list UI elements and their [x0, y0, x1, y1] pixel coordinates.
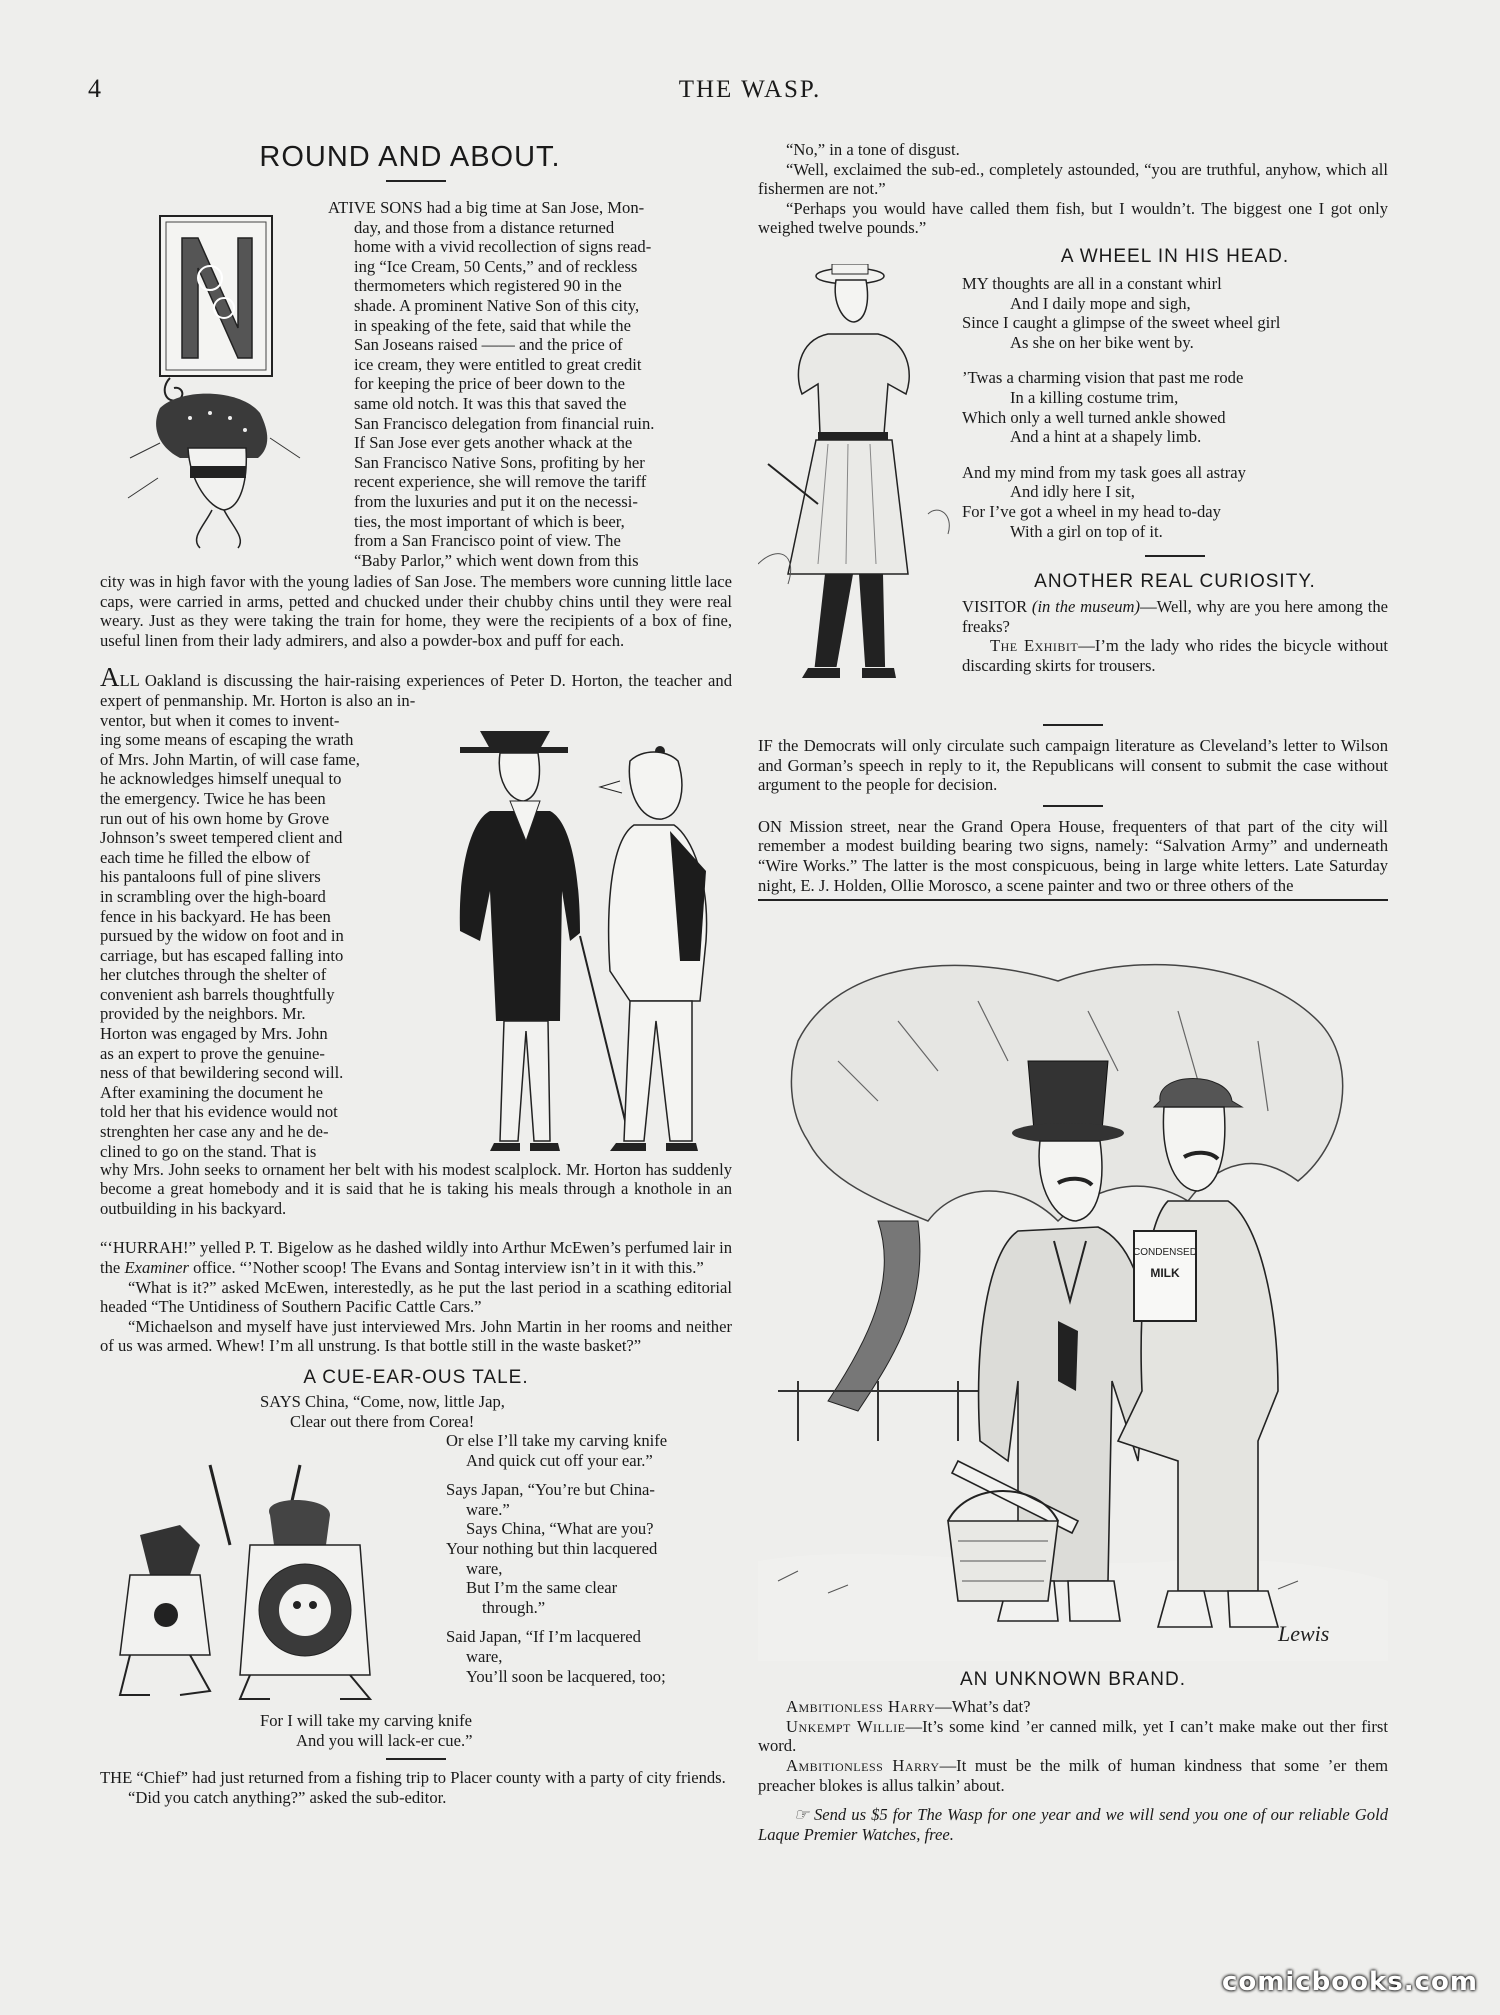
- text-line: thermometers which registered 90 in the: [354, 276, 622, 296]
- native-sons-block: [100, 198, 732, 596]
- text-line: Johnson’s sweet tempered client and: [100, 828, 343, 848]
- text-line: San Francisco delegation from financial ruin.: [354, 413, 655, 433]
- poem-line: MY thoughts are all in a constant whirl: [962, 273, 1222, 293]
- oakland-block: [100, 662, 732, 1218]
- poem-line: through.”: [482, 1597, 546, 1617]
- poem-line: Says China, “What are you?: [466, 1519, 654, 1539]
- poem-line: Clear out there from Corea!: [290, 1411, 475, 1431]
- section-title-wheel: A WHEEL IN HIS HEAD.: [1060, 245, 1290, 267]
- poem-line: SAYS China, “Come, now, little Jap,: [260, 1391, 505, 1411]
- can-label-1: CONDENSED: [1133, 1247, 1197, 1259]
- column-left: [100, 140, 732, 1807]
- hurrah-block: [100, 1238, 732, 1356]
- oakland-tail: why Mrs. John seeks to ornament her belt with his modest scalplock. Mr. Horton has suddenly become a great homebody and it is said that he is taking his meals through a knothole in an outbuilding in his backyard.: [100, 1159, 732, 1218]
- stanza-gap: [962, 352, 1388, 368]
- poem-line: Your nothing but thin lacquered: [446, 1539, 658, 1559]
- text-line: the emergency. Twice he has been: [100, 788, 326, 808]
- poem-line: And my mind from my task goes all astray: [962, 462, 1246, 482]
- chief-text-2: “Did you catch anything?” asked the sub-editor.: [128, 1787, 447, 1807]
- text-line: for keeping the price of beer down to the: [354, 374, 625, 394]
- section-title-unknown-brand: AN UNKNOWN BRAND.: [959, 1669, 1186, 1691]
- text-line: he acknowledges himself unequal to: [100, 769, 342, 789]
- poem-line: Which only a well turned ankle showed: [962, 407, 1226, 427]
- cartoon-china-japan: [100, 1455, 430, 1705]
- text-line: San Joseans raised —— and the price of: [354, 335, 623, 355]
- text-line: from the luxuries and put it on the necessi-: [354, 491, 638, 511]
- native-sons-tail: city was in high favor with the young ladies of San Jose. The members wore cunning little lace caps, were carried in arms, petted and chucked under their chubby chins until they were real weary. Just as they were taking the train for home, they were the recipients of a box of fine, useful linen from their lady admirers, and also a powder-box and puff for each.: [100, 572, 732, 650]
- text-line: “Baby Parlor,” which went down from this: [354, 550, 639, 570]
- cartoon-unknown-brand: [758, 921, 1388, 1661]
- section-title-cue-tale: A CUE-EAR-OUS TALE.: [303, 1366, 529, 1388]
- text-line: told her that his evidence would not: [100, 1102, 338, 1122]
- speaker-name: Ambitionless Harry: [786, 1755, 940, 1775]
- watermark: comicbooks.com: [1221, 1967, 1478, 1997]
- poem-line: In a killing costume trim,: [1010, 387, 1179, 407]
- text-line: recent experience, she will remove the tariff: [354, 472, 647, 492]
- text-line: convenient ash barrels thoughtfully: [100, 984, 335, 1004]
- wheel-block: [758, 244, 1388, 714]
- text-line: clined to go on the stand. That is: [100, 1141, 317, 1161]
- poem-line: ware,: [466, 1647, 503, 1667]
- masthead: THE WASP.: [678, 76, 822, 103]
- exhibit-text: —I’m the lady who rides the bicycle without discarding skirts for trousers.: [962, 636, 1388, 675]
- stanza-gap: [962, 447, 1388, 463]
- poem-line: With a girl on top of it.: [1010, 521, 1163, 541]
- poem-line: And a hint at a shapely limb.: [1010, 427, 1202, 447]
- text-line: of Mrs. John Martin, of will case fame,: [100, 749, 360, 769]
- divider: [386, 180, 446, 182]
- text-line: his pantaloons full of pine slivers: [100, 867, 321, 887]
- visitor-text: —Well, why are you here among the freaks?: [962, 597, 1388, 636]
- visitor-aside: (in the museum): [1031, 597, 1141, 617]
- drop-cap-illustration-n: [120, 208, 320, 558]
- artist-signature: Lewis: [1278, 1621, 1330, 1647]
- poem-line: Said Japan, “If I’m lacquered: [446, 1627, 641, 1647]
- poem-line: But I’m the same clear: [466, 1578, 618, 1598]
- democrats-text: IF the Democrats will only circulate such campaign literature as Cleveland’s letter to Wilson and Gorman’s speech in reply to it, the Republicans will consent to submit the case without argument to the people for decision.: [758, 735, 1388, 795]
- speaker-text: —What’s dat?: [935, 1697, 1031, 1717]
- hurrah-text-1b: office. “’Nother scoop! The Evans and Sontag interview isn’t in it with this.”: [193, 1257, 704, 1277]
- divider: [1145, 555, 1205, 557]
- fishing-line-3: “Perhaps you would have called them fish, but I wouldn’t. The biggest one I got only weighed twelve pounds.”: [758, 198, 1388, 238]
- text-line: ties, the most important of which is beer,: [354, 511, 625, 531]
- text-line: in scrambling over the high-board: [100, 886, 326, 906]
- text-line: carriage, but has escaped falling into: [100, 945, 344, 965]
- speaker-name: Unkempt Willie: [786, 1716, 906, 1736]
- column-right: [758, 140, 1388, 1844]
- section-title-curiosity: ANOTHER REAL CURIOSITY.: [1034, 571, 1316, 593]
- text-line: San Francisco Native Sons, profiting by her: [354, 452, 645, 472]
- poem-line: Says Japan, “You’re but China-: [446, 1480, 655, 1500]
- poem-line: ’Twas a charming vision that past me rode: [962, 368, 1244, 388]
- text-line: day, and those from a distance returned: [354, 217, 615, 237]
- divider: [1043, 724, 1103, 726]
- text-line: Horton was engaged by Mrs. John: [100, 1024, 328, 1044]
- poem-line: As she on her bike went by.: [1010, 332, 1194, 352]
- oakland-head: LL Oakland is discussing the hair-raising experiences of Peter D. Horton, the teacher and expert of penmanship. Mr. Horton is also an in-: [100, 671, 732, 710]
- cue-tale-block: [100, 1366, 732, 1808]
- speaker-text: —It must be the milk of human kindness that some ’er them preacher blokes is allus talkin’ about.: [758, 1755, 1388, 1795]
- text-line: home with a vivid recollection of signs read-: [354, 237, 652, 257]
- text-line: in speaking of the fete, said that while the: [354, 315, 631, 335]
- text-line: from a San Francisco point of view. The: [354, 531, 621, 551]
- drop-letter: A: [100, 662, 120, 693]
- hurrah-text-2: “What is it?” asked McEwen, interestedly, as he put the last period in a scathing editorial headed “The Untidiness of Southern Pacific Cattle Cars.”: [100, 1277, 732, 1317]
- text-line: same old notch. It was this that saved the: [354, 393, 627, 413]
- text-line: ness of that bewildering second will.: [100, 1063, 344, 1083]
- poem-line: For I’ve got a wheel in my head to-day: [962, 501, 1221, 521]
- cue-tale-right: [446, 1431, 732, 1686]
- text-line: her clutches through the shelter of: [100, 965, 327, 985]
- mission-text: ON Mission street, near the Grand Opera House, frequenters of that part of the city will remember a modest building bearing two signs, namely: “Salvation Army” and underneath “Wire Works.” The latter is the most conspicuous, being in large white letters. Late Saturday night, E. J. Holden, Ollie Morosco, a scene painter and two or three others of the: [758, 816, 1388, 895]
- poem-line: And quick cut off your ear.”: [466, 1450, 653, 1470]
- text-line: provided by the neighbors. Mr.: [100, 1004, 306, 1024]
- divider: [386, 1758, 446, 1760]
- subscription-ad: Send us $5 for The Wasp for one year and we will send you one of our reliable Gold Laque Premier Watches, free.: [758, 1805, 1388, 1844]
- stanza-gap: [446, 1617, 732, 1627]
- chief-text: THE “Chief” had just returned from a fishing trip to Placer county with a party of city friends.: [100, 1768, 726, 1788]
- section-title-round-and-about: ROUND AND ABOUT.: [259, 141, 561, 173]
- native-sons-text: [328, 198, 732, 570]
- poem-line: And idly here I sit,: [1010, 482, 1135, 502]
- oakland-text: [100, 711, 418, 1162]
- text-line: If San Jose ever gets another whack at the: [354, 433, 633, 453]
- text-line: ice cream, they were entitled to great credit: [354, 354, 642, 374]
- text-line: ing “Ice Cream, 50 Cents,” and of reckless: [354, 256, 638, 276]
- can-label-2: MILK: [1150, 1266, 1180, 1281]
- poem-line: ware,: [466, 1558, 503, 1578]
- text-line: each time he filled the elbow of: [100, 847, 311, 867]
- text-line: fence in his backyard. He has been: [100, 906, 331, 926]
- exhibit-label: The Exhibit: [990, 636, 1079, 656]
- poem-line: For I will take my carving knife: [260, 1711, 472, 1731]
- poem-line: And you will lack-er cue.”: [296, 1730, 473, 1750]
- text-line: After examining the document he: [100, 1082, 324, 1102]
- poem-line: Since I caught a glimpse of the sweet wheel girl: [962, 313, 1281, 333]
- poem-line: ware.”: [466, 1499, 510, 1519]
- text-line: ATIVE SONS had a big time at San Jose, Mon-: [328, 198, 645, 217]
- speaker-name: Ambitionless Harry: [786, 1697, 936, 1717]
- examiner-italic: Examiner: [124, 1257, 189, 1277]
- wheel-poem: [962, 244, 1388, 676]
- hurrah-text-1: “‘HURRAH!” yelled P. T. Bigelow as he dashed wildly into Arthur McEwen’s perfumed lair in the: [100, 1238, 732, 1277]
- hurrah-text-3: “Michaelson and myself have just interviewed Mrs. John Martin in her rooms and neither of us was armed. Whew! I’m all unstrung. Is that bottle still in the waste basket?”: [100, 1316, 732, 1356]
- divider: [1043, 805, 1103, 807]
- speaker-text: —It’s some kind ’er canned milk, yet I can’t make make out ther first word.: [758, 1716, 1389, 1756]
- column-rule: [758, 899, 1388, 901]
- text-line: ing some means of escaping the wrath: [100, 730, 354, 750]
- stanza-gap: [446, 1470, 732, 1480]
- visitor-label: VISITOR: [962, 597, 1028, 617]
- text-line: ventor, but when it comes to invent-: [100, 710, 340, 730]
- fishing-line-1: “No,” in a tone of disgust.: [786, 140, 960, 159]
- text-line: run out of his own home by Grove: [100, 808, 330, 828]
- fishing-line-2: “Well, exclaimed the sub-ed., completely astounded, “you are truthful, anyhow, which all fishermen are not.”: [758, 159, 1388, 199]
- poem-line: Or else I’ll take my carving knife: [446, 1431, 668, 1451]
- text-line: shade. A prominent Native Son of this city,: [354, 295, 640, 315]
- pointing-hand-icon: ☞: [794, 1805, 814, 1825]
- page-number: 4: [88, 74, 101, 103]
- text-line: strenghten her case any and he de-: [100, 1122, 329, 1142]
- cartoon-wheel-girl: [758, 264, 958, 714]
- text-line: pursued by the widow on foot and in: [100, 926, 344, 946]
- poem-line: And I daily mope and sigh,: [1010, 293, 1191, 313]
- poem-line: You’ll soon be lacquered, too;: [466, 1666, 666, 1686]
- cartoon-two-men: [430, 701, 730, 1161]
- text-line: as an expert to prove the genuine-: [100, 1043, 325, 1063]
